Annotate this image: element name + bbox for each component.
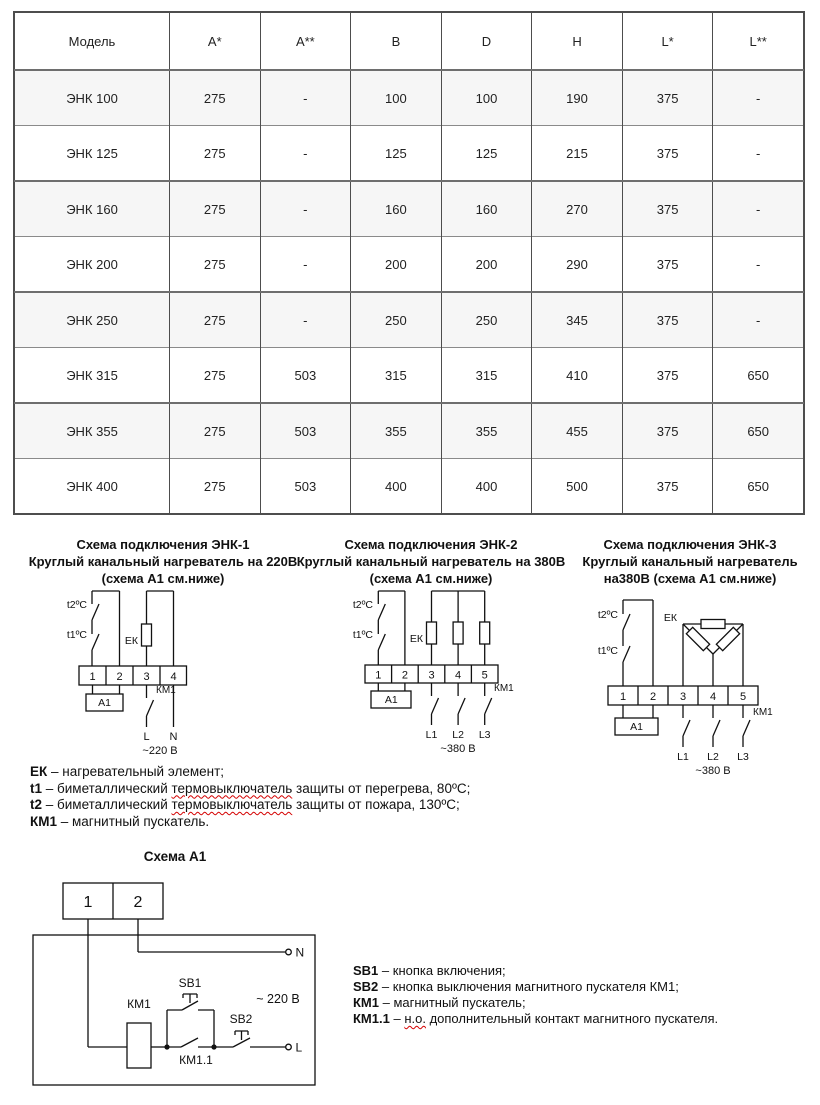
- table-cell: 270: [532, 181, 623, 237]
- table-cell: 455: [532, 403, 623, 459]
- table-cell: 375: [622, 70, 713, 126]
- km1-label: КМ1: [156, 685, 176, 696]
- table-cell: ЭНК 200: [15, 237, 170, 293]
- legend-separator: –: [47, 764, 63, 779]
- table-cell: 275: [170, 70, 261, 126]
- km1-label: КМ1: [753, 707, 773, 718]
- t1-label: t1ºС: [597, 645, 618, 657]
- km11-label: КМ1.1: [179, 1053, 213, 1067]
- terminal-number: 4: [170, 671, 177, 683]
- terminal-number: 2: [133, 894, 143, 911]
- table-row: [15, 181, 804, 237]
- dimensions-table: [14, 12, 804, 514]
- table-cell: 503: [260, 348, 351, 404]
- enk3-diagram-title: [562, 536, 818, 587]
- table-cell: 275: [170, 459, 261, 514]
- table-row: [15, 403, 804, 459]
- title-line: (схема А1 см.ниже): [101, 571, 225, 586]
- table-cell: ЭНК 160: [15, 181, 170, 237]
- table-cell: 650: [713, 348, 804, 404]
- legend-item: [353, 963, 718, 979]
- legend-text-misspelled: термовыключатель: [171, 797, 293, 812]
- legend-text: кнопка включения;: [392, 963, 506, 978]
- table-cell: 400: [441, 459, 532, 514]
- a1-label: А1: [98, 697, 111, 709]
- table-cell: -: [713, 181, 804, 237]
- voltage-label: ~220 В: [142, 745, 178, 757]
- t2-label: t2ºС: [597, 609, 618, 621]
- terminal-number: 5: [739, 691, 747, 703]
- title-line: Схема подключения ЭНК-3: [603, 537, 777, 552]
- table-cell: 275: [170, 126, 261, 182]
- heater-element-symbol: [427, 622, 437, 644]
- heater-element-symbol: [453, 622, 463, 644]
- table-cell: 375: [622, 126, 713, 182]
- table-cell: 125: [351, 126, 442, 182]
- ek-label: ЕК: [124, 635, 138, 647]
- table-cell: 100: [441, 70, 532, 126]
- legend-term: КМ1: [30, 813, 57, 829]
- table-cell: ЭНК 400: [15, 459, 170, 514]
- table-cell: 200: [441, 237, 532, 293]
- legend-separator: –: [389, 1011, 405, 1026]
- column-header: B: [351, 13, 442, 71]
- title-line: Круглый канальный нагреватель на 220В: [28, 554, 298, 569]
- line-l-label: L: [295, 1040, 303, 1055]
- table-row: [15, 292, 804, 348]
- table-cell: 275: [170, 348, 261, 404]
- terminal-number: 2: [401, 669, 408, 682]
- enk3-wiring-diagram: [565, 584, 795, 779]
- table-cell: 375: [622, 292, 713, 348]
- heater-element-symbol: [142, 624, 152, 646]
- a1-label: А1: [630, 721, 643, 733]
- terminal-number: 3: [679, 691, 687, 703]
- line-l2-label: L2: [452, 729, 464, 741]
- voltage-label: ~ 220 В: [256, 992, 300, 1006]
- legend-separator: –: [42, 780, 58, 796]
- title-line: на380В (схема А1 см.ниже): [603, 571, 777, 586]
- t2-label: t2ºС: [352, 599, 373, 611]
- table-cell: 410: [532, 348, 623, 404]
- ek-label: ЕК: [663, 612, 677, 624]
- ek-label: ЕК: [409, 633, 423, 645]
- table-cell: 125: [441, 126, 532, 182]
- table-cell: -: [713, 292, 804, 348]
- legend-text: нагревательный элемент;: [62, 764, 225, 779]
- table-cell: 400: [351, 459, 442, 514]
- n-terminal-dot: [286, 949, 292, 955]
- km1-label: КМ1: [494, 683, 514, 694]
- table-cell: 315: [351, 348, 442, 404]
- table-cell: -: [260, 70, 351, 126]
- legend-item: [30, 764, 470, 781]
- enk2-wiring-diagram: [310, 584, 530, 756]
- column-header: A*: [170, 13, 261, 71]
- legend-term: ЕК: [30, 764, 48, 779]
- terminal-number: 2: [649, 691, 657, 703]
- terminal-number: 4: [709, 691, 717, 703]
- table-cell: 375: [622, 181, 713, 237]
- table-row: [15, 126, 804, 182]
- table-cell: 355: [441, 403, 532, 459]
- table-cell: 650: [713, 403, 804, 459]
- table-cell: 375: [622, 237, 713, 293]
- legend-text: магнитный пускатель.: [72, 813, 210, 829]
- column-header: H: [532, 13, 623, 71]
- table-row: [15, 237, 804, 293]
- table-cell: 375: [622, 403, 713, 459]
- terminal-number: 3: [428, 669, 435, 682]
- legend-text: биметаллический: [57, 797, 172, 812]
- line-l3-label: L3: [737, 751, 749, 763]
- km1-coil-box: [127, 1023, 151, 1068]
- column-header: L**: [713, 13, 804, 71]
- table-cell: 345: [532, 292, 623, 348]
- legend-term: SB2: [353, 979, 379, 994]
- junction-node: [211, 1044, 216, 1049]
- column-header: A**: [260, 13, 351, 71]
- table-cell: 160: [441, 181, 532, 237]
- legend-text: биметаллический: [57, 780, 172, 796]
- schema-a1-title: Схема А1: [143, 849, 207, 864]
- table-cell: 250: [351, 292, 442, 348]
- sb2-label: SB2: [229, 1012, 253, 1026]
- table-cell: 503: [260, 403, 351, 459]
- table-cell: 650: [713, 459, 804, 514]
- legend-item: [30, 781, 470, 798]
- table-cell: -: [260, 292, 351, 348]
- heater-element-symbol: [716, 627, 739, 650]
- line-l1-label: L1: [677, 751, 689, 763]
- terminal-number: 1: [89, 671, 96, 683]
- enk1-diagram-title: [18, 536, 308, 587]
- schema-a1-diagram: [30, 872, 330, 1087]
- table-header-row: [15, 13, 804, 71]
- t2-label: t2ºС: [66, 599, 87, 611]
- table-cell: -: [713, 126, 804, 182]
- enk1-wiring-diagram: [30, 584, 250, 756]
- legend-term: t1: [30, 780, 43, 796]
- legend-item: [353, 995, 718, 1011]
- title-line: (схема А1 см.ниже): [369, 571, 493, 586]
- table-cell: 500: [532, 459, 623, 514]
- table-cell: 160: [351, 181, 442, 237]
- legend-text: дополнительный контакт магнитного пускателя.: [425, 1011, 719, 1026]
- table-cell: 190: [532, 70, 623, 126]
- table-cell: 315: [441, 348, 532, 404]
- table-row: [15, 459, 804, 514]
- line-l-label: L: [143, 731, 150, 743]
- table-cell: 503: [260, 459, 351, 514]
- components-legend: [30, 764, 470, 830]
- legend-term: t2: [30, 797, 43, 812]
- title-line: Схема подключения ЭНК-2: [344, 537, 518, 552]
- table-cell: 275: [170, 403, 261, 459]
- terminal-number: 3: [143, 671, 150, 683]
- legend-term: КМ1: [353, 995, 379, 1010]
- a1-label: А1: [384, 694, 398, 706]
- junction-node: [164, 1044, 169, 1049]
- line-l2-label: L2: [707, 751, 719, 763]
- table-cell: -: [260, 237, 351, 293]
- column-header: L*: [622, 13, 713, 71]
- table-cell: ЭНК 315: [15, 348, 170, 404]
- terminal-number: 2: [116, 671, 123, 683]
- legend-text: магнитный пускатель;: [393, 995, 526, 1010]
- legend-item: [30, 797, 470, 814]
- title-line: Круглый канальный нагреватель: [582, 554, 798, 569]
- legend-text: кнопка выключения магнитного пускателя КМ1;: [392, 979, 679, 994]
- table-cell: 275: [170, 181, 261, 237]
- column-header: D: [441, 13, 532, 71]
- legend-item: [353, 1011, 718, 1027]
- table-cell: 250: [441, 292, 532, 348]
- table-cell: -: [260, 181, 351, 237]
- voltage-label: ~380 В: [695, 765, 731, 777]
- sb1-label: SB1: [178, 976, 202, 990]
- schema-a1-legend: [353, 963, 718, 1027]
- table-cell: ЭНК 100: [15, 70, 170, 126]
- legend-text: защиты от перегрева, 80ºС;: [292, 780, 471, 796]
- t1-label: t1ºС: [352, 629, 373, 641]
- table-cell: ЭНК 355: [15, 403, 170, 459]
- line-l1-label: L1: [425, 729, 438, 741]
- enk2-diagram-title: [295, 536, 567, 587]
- terminal-number: 1: [619, 691, 627, 703]
- line-n-label: N: [169, 731, 178, 743]
- terminal-number: 4: [455, 669, 462, 682]
- table-row: [15, 348, 804, 404]
- table-cell: -: [713, 237, 804, 293]
- l-terminal-dot: [286, 1044, 292, 1050]
- title-line: Круглый канальный нагреватель на 380В: [296, 554, 566, 569]
- legend-separator: –: [378, 963, 393, 978]
- table-cell: ЭНК 125: [15, 126, 170, 182]
- legend-separator: –: [57, 813, 73, 829]
- legend-text-misspelled: термовыключатель: [171, 780, 293, 796]
- line-n-label: N: [295, 945, 305, 960]
- legend-separator: –: [378, 979, 393, 994]
- legend-separator: –: [379, 995, 394, 1010]
- table-cell: 100: [351, 70, 442, 126]
- table-cell: 200: [351, 237, 442, 293]
- voltage-label: ~380 В: [440, 743, 476, 755]
- heater-element-symbol: [701, 620, 725, 629]
- table-cell: 375: [622, 459, 713, 514]
- heater-element-symbol: [686, 627, 709, 650]
- legend-text: защиты от пожара, 130ºС;: [292, 797, 460, 812]
- table-cell: 375: [622, 348, 713, 404]
- line-l3-label: L3: [478, 729, 491, 741]
- table-cell: 355: [351, 403, 442, 459]
- table-row: [15, 70, 804, 126]
- terminal-number: 5: [481, 669, 488, 682]
- table-cell: -: [713, 70, 804, 126]
- legend-text-misspelled: н.о.: [404, 1011, 426, 1026]
- t1-label: t1ºС: [66, 629, 87, 641]
- table-cell: 290: [532, 237, 623, 293]
- title-line: Схема подключения ЭНК-1: [76, 537, 250, 552]
- legend-item: [353, 979, 718, 995]
- legend-item: [30, 814, 470, 831]
- heater-element-symbol: [480, 622, 490, 644]
- table-cell: -: [260, 126, 351, 182]
- column-header-model: Модель: [15, 13, 170, 71]
- legend-term: КМ1.1: [353, 1011, 390, 1026]
- table-cell: 215: [532, 126, 623, 182]
- table-cell: ЭНК 250: [15, 292, 170, 348]
- table-cell: 275: [170, 292, 261, 348]
- legend-term: SB1: [353, 963, 379, 978]
- legend-separator: –: [42, 797, 58, 812]
- terminal-number: 1: [83, 894, 93, 911]
- table-cell: 275: [170, 237, 261, 293]
- km1-label: КМ1: [127, 997, 151, 1011]
- terminal-number: 1: [375, 669, 382, 682]
